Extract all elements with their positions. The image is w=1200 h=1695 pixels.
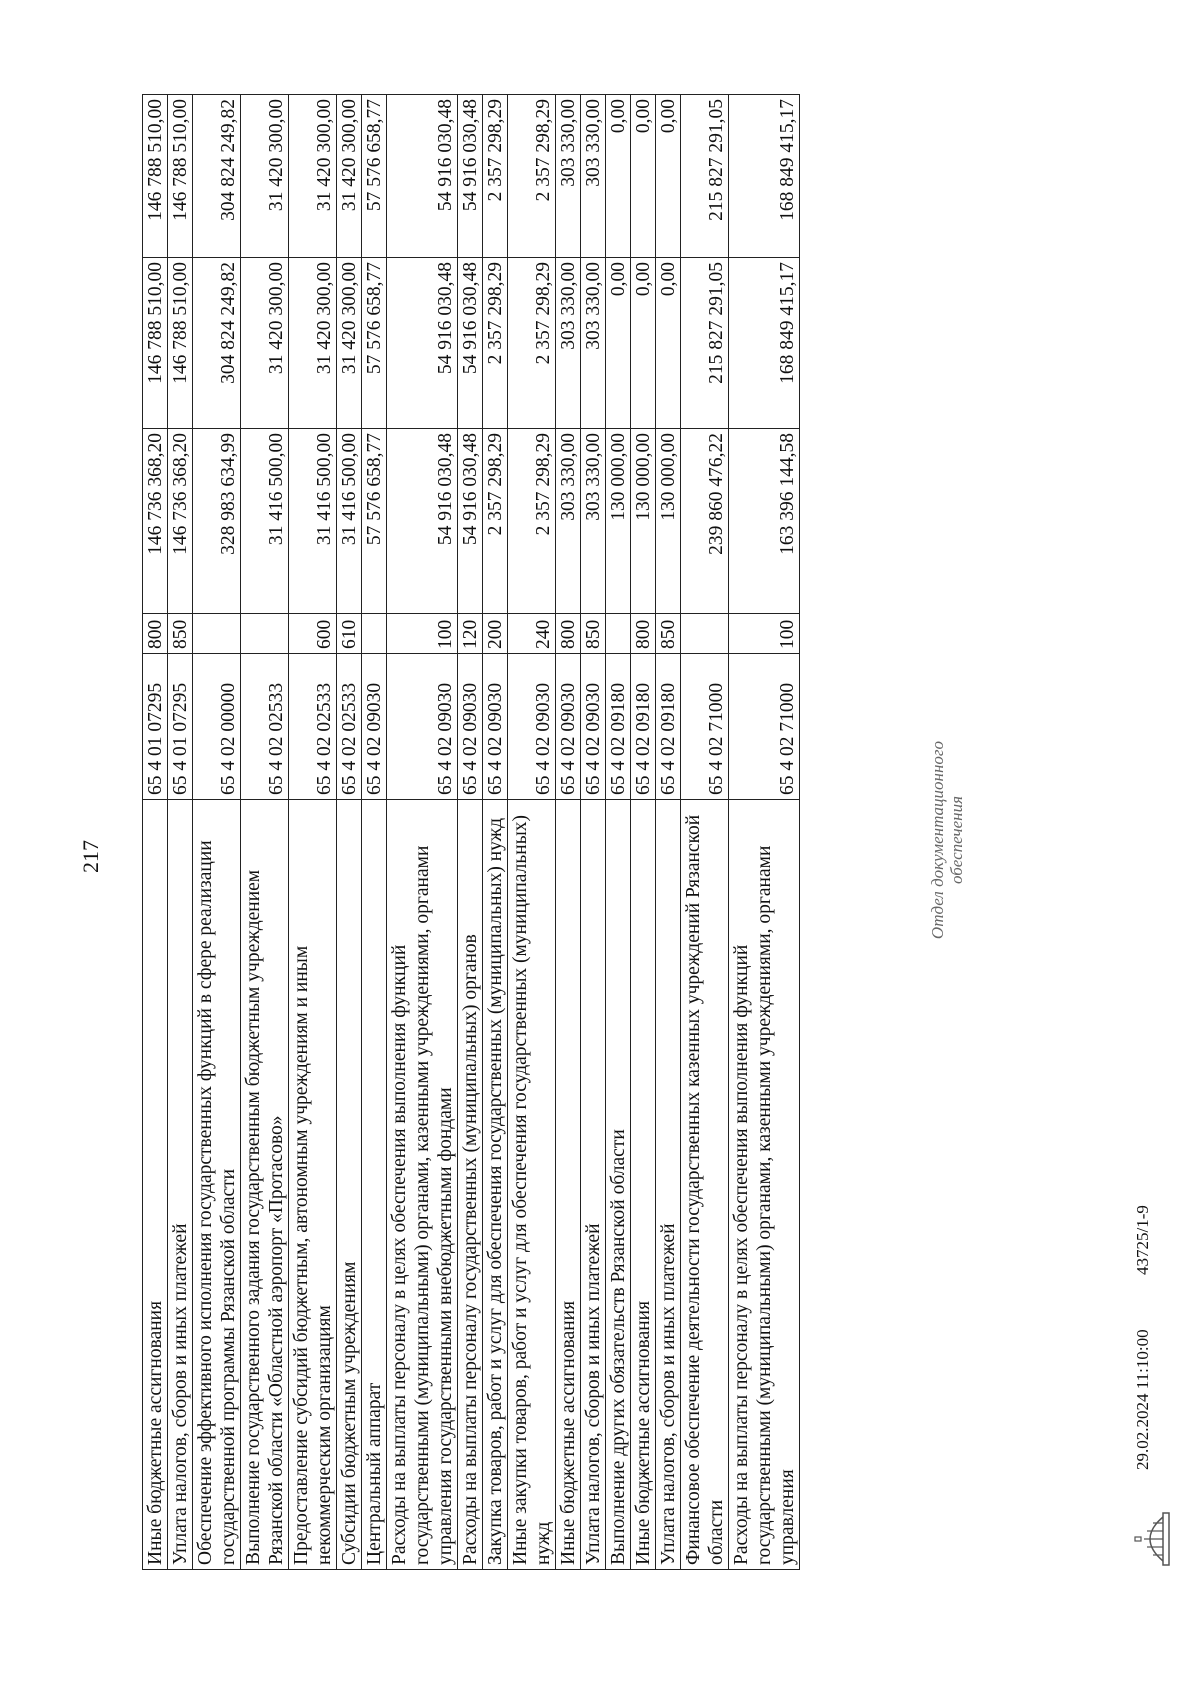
emblem-icon [1133, 1511, 1178, 1567]
row-value-3: 303 330,00 [581, 95, 606, 258]
row-value-2: 146 788 510,00 [143, 258, 168, 429]
row-expense-type [241, 614, 289, 654]
table-row [241, 95, 289, 1570]
stamp-line-1: Отдел документационного [928, 740, 947, 940]
row-value-1: 2 357 298,29 [508, 429, 556, 614]
row-code: 65 4 02 02533 [241, 654, 289, 800]
row-code: 65 4 01 07295 [143, 654, 168, 800]
table-row [556, 95, 581, 1570]
row-value-2: 31 420 300,00 [289, 258, 337, 429]
row-expense-type: 800 [556, 614, 581, 654]
table-row [729, 95, 800, 1570]
row-code: 65 4 02 02533 [337, 654, 362, 800]
table-row [681, 95, 729, 1570]
table-row [168, 95, 193, 1570]
row-value-3: 146 788 510,00 [143, 95, 168, 258]
row-expense-type: 100 [729, 614, 800, 654]
row-value-3: 146 788 510,00 [168, 95, 193, 258]
table-body [143, 95, 800, 1570]
row-value-3: 0,00 [606, 95, 631, 258]
row-code: 65 4 02 09030 [458, 654, 483, 800]
row-expense-type [606, 614, 631, 654]
row-expense-type: 850 [168, 614, 193, 654]
row-value-3: 54 916 030,48 [458, 95, 483, 258]
row-code: 65 4 02 09180 [606, 654, 631, 800]
table-row [581, 95, 606, 1570]
row-code: 65 4 02 09030 [387, 654, 458, 800]
row-value-3: 215 827 291,05 [681, 95, 729, 258]
row-value-3: 168 849 415,17 [729, 95, 800, 258]
row-value-3: 0,00 [656, 95, 681, 258]
row-value-2: 168 849 415,17 [729, 258, 800, 429]
row-value-1: 31 416 500,00 [289, 429, 337, 614]
table-row [362, 95, 387, 1570]
row-code: 65 4 02 09030 [508, 654, 556, 800]
row-value-1: 303 330,00 [556, 429, 581, 614]
row-value-2: 57 576 658,77 [362, 258, 387, 429]
row-name: Иные бюджетные ассигнования [631, 800, 656, 1570]
row-value-2: 31 420 300,00 [241, 258, 289, 429]
row-value-2: 303 330,00 [581, 258, 606, 429]
row-expense-type [681, 614, 729, 654]
row-value-3: 0,00 [631, 95, 656, 258]
row-name: Иные бюджетные ассигнования [556, 800, 581, 1570]
row-name: Выполнение других обязательств Рязанской области [606, 800, 631, 1570]
row-value-2: 303 330,00 [556, 258, 581, 429]
row-value-1: 130 000,00 [631, 429, 656, 614]
row-value-3: 304 824 249,82 [193, 95, 241, 258]
row-expense-type: 850 [656, 614, 681, 654]
stamp-line-2: обеспечения [947, 796, 966, 885]
row-value-2: 215 827 291,05 [681, 258, 729, 429]
department-stamp [928, 690, 966, 990]
row-code: 65 4 02 71000 [681, 654, 729, 800]
row-code: 65 4 02 09180 [631, 654, 656, 800]
row-value-3: 2 357 298,29 [483, 95, 508, 258]
row-value-3: 31 420 300,00 [241, 95, 289, 258]
table-row [337, 95, 362, 1570]
row-expense-type: 800 [143, 614, 168, 654]
table-row [458, 95, 483, 1570]
row-name: Уплата налогов, сборов и иных платежей [581, 800, 606, 1570]
table-row [656, 95, 681, 1570]
row-expense-type: 850 [581, 614, 606, 654]
table-row [483, 95, 508, 1570]
row-value-1: 146 736 368,20 [168, 429, 193, 614]
row-value-1: 146 736 368,20 [143, 429, 168, 614]
budget-table [142, 94, 800, 1570]
row-value-1: 130 000,00 [656, 429, 681, 614]
row-code: 65 4 02 00000 [193, 654, 241, 800]
row-name: Субсидии бюджетным учреждениям [337, 800, 362, 1570]
row-name: Иные закупки товаров, работ и услуг для обеспечения государственных (муниципальных) нужд [508, 800, 556, 1570]
row-value-2: 54 916 030,48 [458, 258, 483, 429]
table-row [606, 95, 631, 1570]
row-value-1: 239 860 476,22 [681, 429, 729, 614]
row-code: 65 4 02 09030 [362, 654, 387, 800]
table-row [143, 95, 168, 1570]
row-value-3: 54 916 030,48 [387, 95, 458, 258]
row-code: 65 4 02 71000 [729, 654, 800, 800]
table-row [387, 95, 458, 1570]
row-value-1: 328 983 634,99 [193, 429, 241, 614]
row-name: Центральный аппарат [362, 800, 387, 1570]
table-row [289, 95, 337, 1570]
row-expense-type: 800 [631, 614, 656, 654]
row-value-2: 54 916 030,48 [387, 258, 458, 429]
page-number: 217 [78, 840, 103, 873]
footer-doc-id: 43725/1-9 [1133, 1205, 1152, 1275]
table-row [508, 95, 556, 1570]
row-value-2: 2 357 298,29 [483, 258, 508, 429]
table-row [631, 95, 656, 1570]
footer-datetime: 29.02.2024 11:10:00 [1133, 1329, 1152, 1470]
row-code: 65 4 02 09030 [556, 654, 581, 800]
row-value-2: 146 788 510,00 [168, 258, 193, 429]
row-value-1: 130 000,00 [606, 429, 631, 614]
row-name: Расходы на выплаты персоналу в целях обеспечения выполнения функций государственными (муниципальными) органами, казенными учреждениями, органами управления государственными внебюджетными фондами [387, 800, 458, 1570]
row-value-2: 0,00 [631, 258, 656, 429]
row-name: Предоставление субсидий бюджетным, автономным учреждениям и иным некоммерческим организациям [289, 800, 337, 1570]
row-name: Расходы на выплаты персоналу государственных (муниципальных) органов [458, 800, 483, 1570]
row-expense-type: 610 [337, 614, 362, 654]
row-value-1: 31 416 500,00 [241, 429, 289, 614]
row-name: Выполнение государственного задания государственным бюджетным учреждением Рязанской области «Областной аэропорт «Протасово» [241, 800, 289, 1570]
row-value-2: 0,00 [656, 258, 681, 429]
row-value-2: 304 824 249,82 [193, 258, 241, 429]
row-value-3: 31 420 300,00 [289, 95, 337, 258]
row-name: Финансовое обеспечение деятельности государственных казенных учреждений Рязанской области [681, 800, 729, 1570]
row-value-1: 303 330,00 [581, 429, 606, 614]
row-value-1: 54 916 030,48 [387, 429, 458, 614]
row-value-1: 2 357 298,29 [483, 429, 508, 614]
row-name: Уплата налогов, сборов и иных платежей [656, 800, 681, 1570]
row-expense-type: 120 [458, 614, 483, 654]
row-name: Уплата налогов, сборов и иных платежей [168, 800, 193, 1570]
row-name: Расходы на выплаты персоналу в целях обеспечения выполнения функций государственными (муниципальными) органами, казенными учреждениями, органами управления [729, 800, 800, 1570]
row-expense-type: 100 [387, 614, 458, 654]
row-value-2: 31 420 300,00 [337, 258, 362, 429]
row-value-1: 57 576 658,77 [362, 429, 387, 614]
row-name: Обеспечение эффективного исполнения государственных функций в сфере реализации государственной программы Рязанской области [193, 800, 241, 1570]
row-name: Иные бюджетные ассигнования [143, 800, 168, 1570]
row-code: 65 4 02 09030 [483, 654, 508, 800]
row-expense-type: 240 [508, 614, 556, 654]
row-value-3: 31 420 300,00 [337, 95, 362, 258]
row-value-3: 303 330,00 [556, 95, 581, 258]
row-code: 65 4 02 09180 [656, 654, 681, 800]
row-value-1: 54 916 030,48 [458, 429, 483, 614]
row-code: 65 4 02 02533 [289, 654, 337, 800]
row-value-3: 57 576 658,77 [362, 95, 387, 258]
row-value-1: 163 396 144,58 [729, 429, 800, 614]
row-value-3: 2 357 298,29 [508, 95, 556, 258]
row-name: Закупка товаров, работ и услуг для обеспечения государственных (муниципальных) нужд [483, 800, 508, 1570]
row-value-1: 31 416 500,00 [337, 429, 362, 614]
row-expense-type: 600 [289, 614, 337, 654]
row-expense-type [193, 614, 241, 654]
row-expense-type [362, 614, 387, 654]
row-value-2: 0,00 [606, 258, 631, 429]
row-code: 65 4 01 07295 [168, 654, 193, 800]
row-expense-type: 200 [483, 614, 508, 654]
table-row [193, 95, 241, 1570]
row-code: 65 4 02 09030 [581, 654, 606, 800]
row-value-2: 2 357 298,29 [508, 258, 556, 429]
